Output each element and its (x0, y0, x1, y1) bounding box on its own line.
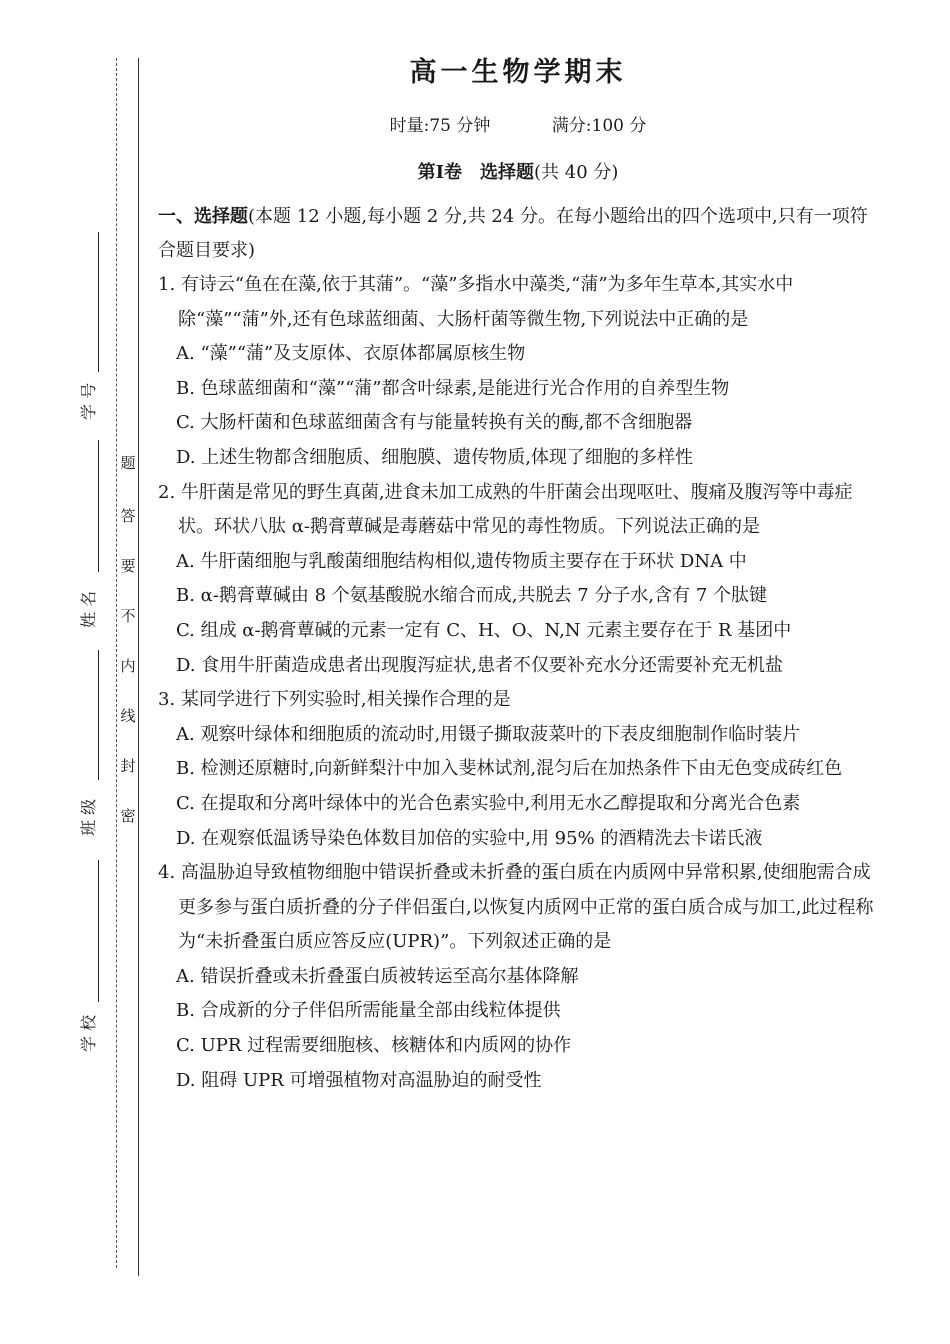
seal-char: 密 (120, 807, 136, 825)
section-desc: (本题 12 小题,每小题 2 分,共 24 分。在每小题给出的四个选项中,只有一项符合题目要求) (158, 206, 868, 261)
question-4 (158, 856, 878, 1098)
duration: 时量:75 分钟 (389, 116, 491, 136)
option-a[interactable]: A. 牛肝菌细胞与乳酸菌细胞结构相似,遗传物质主要存在于环状 DNA 中 (176, 550, 747, 572)
option-b[interactable]: B. α-鹅膏蕈碱由 8 个氨基酸脱水缩合而成,共脱去 7 分子水,含有 7 个肽键 (176, 585, 768, 607)
option-b[interactable]: B. 检测还原糖时,向新鲜梨汁中加入斐林试剂,混匀后在加热条件下由无色变成砖红色 (176, 758, 843, 780)
question-1 (158, 268, 878, 476)
seal-char: 答 (120, 507, 136, 525)
option-a[interactable]: A. “藻”“蒲”及支原体、衣原体都属原核生物 (176, 343, 526, 365)
section-heading (158, 200, 878, 268)
option-c[interactable]: C. UPR 过程需要细胞核、核糖体和内质网的协作 (176, 1035, 572, 1057)
question-stem: 3. 某同学进行下列实验时,相关操作合理的是 (158, 689, 511, 711)
question-3 (158, 683, 878, 856)
question-stem: 1. 有诗云“鱼在在藻,依于其蒲”。“藻”多指水中藻类,“蒲”为多年生草本,其实水中除“藻”“蒲”外,还有色球蓝细菌、大肠杆菌等微生物,下列说法中正确的是 (158, 274, 794, 330)
option-d[interactable]: D. 食用牛肝菌造成患者出现腹泻症状,患者不仅要补充水分还需要补充无机盐 (176, 654, 783, 676)
exam-title: 高一生物学期末 (409, 57, 627, 88)
option-c[interactable]: C. 在提取和分离叶绿体中的光合色素实验中,利用无水乙醇提取和分离光合色素 (176, 792, 801, 814)
student-id-field[interactable] (76, 382, 112, 436)
class-label: 班 级 (79, 798, 98, 836)
seal-char: 不 (120, 607, 136, 625)
exam-meta (158, 111, 878, 136)
class-field[interactable] (76, 798, 112, 852)
option-d[interactable]: D. 在观察低温诱导染色体数目加倍的实验中,用 95% 的酒精洗去卡诺氏液 (176, 827, 763, 849)
question-stem: 2. 牛肝菌是常见的野生真菌,进食未加工成熟的牛肝菌会出现呕吐、腹痛及腹泻等中毒症状。环状八肽 α-鹅膏蕈碱是毒蘑菇中常见的毒性物质。下列说法正确的是 (158, 481, 853, 538)
seal-char: 要 (120, 557, 136, 575)
binding-margin (0, 0, 150, 1344)
section-label: 一、选择题 (158, 206, 248, 227)
seal-char: 线 (120, 707, 136, 725)
volume-heading (158, 158, 878, 184)
cut-line-dashed (116, 58, 117, 1268)
option-a[interactable]: A. 错误折叠或未折叠蛋白质被转运至高尔基体降解 (176, 965, 579, 987)
option-a[interactable]: A. 观察叶绿体和细胞质的流动时,用镊子撕取菠菜叶的下表皮细胞制作临时装片 (176, 723, 801, 745)
seal-char: 题 (120, 454, 136, 472)
question-stem: 4. 高温胁迫导致植物细胞中错误折叠或未折叠的蛋白质在内质网中异常积累,使细胞需合成更多参与蛋白质折叠的分子伴侣蛋白,以恢复内质网中正常的蛋白质合成与加工,此过程称为“未折叠蛋白质应答反应(UPR)”。下列叙述正确的是 (158, 862, 874, 953)
option-c[interactable]: C. 大肠杆菌和色球蓝细菌含有与能量转换有关的酶,都不含细胞器 (176, 412, 693, 434)
school-label: 学 校 (79, 1014, 98, 1052)
volume-label: 第Ⅰ卷 选择题 (417, 162, 534, 183)
cut-line-solid (138, 58, 139, 1276)
full-score: 满分:100 分 (551, 116, 647, 136)
option-b[interactable]: B. 色球蓝细菌和“藻”“蒲”都含叶绿素,是能进行光合作用的自养型生物 (176, 377, 730, 399)
name-label: 姓 名 (79, 590, 98, 628)
student-id-line (98, 232, 99, 372)
exam-content (158, 40, 878, 1098)
seal-char: 内 (120, 657, 136, 675)
option-d[interactable]: D. 上述生物都含细胞质、细胞膜、遗传物质,体现了细胞的多样性 (176, 446, 693, 468)
name-line (98, 440, 99, 572)
school-field[interactable] (76, 1014, 112, 1068)
student-id-label: 学 号 (79, 382, 98, 420)
option-d[interactable]: D. 阻碍 UPR 可增强植物对高温胁迫的耐受性 (176, 1069, 542, 1091)
school-line (98, 860, 99, 1002)
name-field[interactable] (76, 590, 112, 644)
option-b[interactable]: B. 合成新的分子伴侣所需能量全部由线粒体提供 (176, 1000, 561, 1022)
question-2 (158, 476, 878, 684)
option-c[interactable]: C. 组成 α-鹅膏蕈碱的元素一定有 C、H、O、N,N 元素主要存在于 R 基团中 (176, 619, 792, 641)
class-line (98, 650, 99, 780)
volume-score: (共 40 分) (534, 162, 619, 183)
seal-char: 封 (120, 757, 136, 775)
